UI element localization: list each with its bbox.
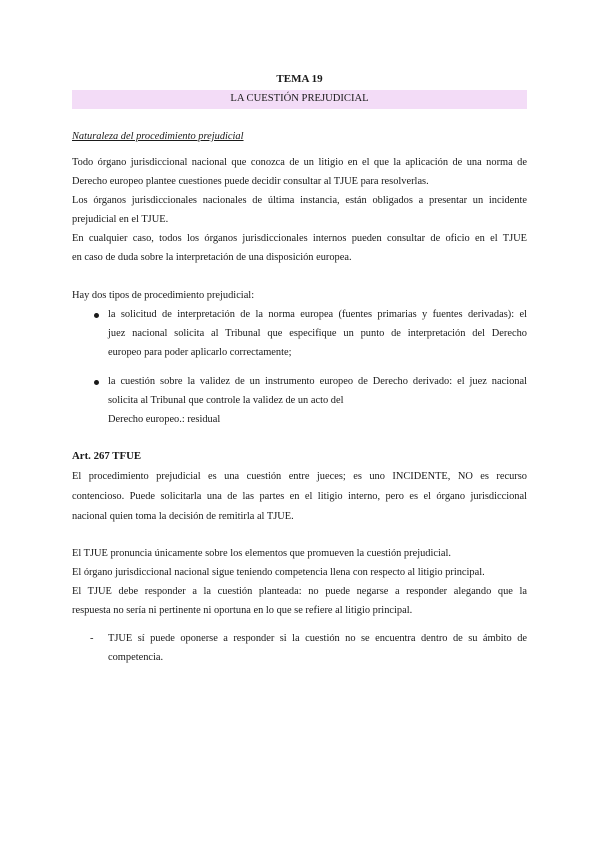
bullet-icon xyxy=(94,313,99,318)
paragraph-line: El órgano jurisdiccional nacional sigue teniendo competencia llena con respecto al litigio principal. xyxy=(72,567,485,578)
paragraph-line: prejudicial en el TJUE. xyxy=(72,214,169,225)
bullet-line: la solicitud de interpretación de la norma europea (fuentes primarias y fuentes derivadas): el xyxy=(108,309,527,320)
paragraph-line: en caso de duda sobre la interpretación de una disposición europea. xyxy=(72,252,352,263)
paragraph-line: El TJUE debe responder a la cuestión planteada: no puede negarse a responder alegando que la xyxy=(72,586,527,597)
bullet-line: solicita al Tribunal que controle la validez de un acto del xyxy=(108,395,344,406)
paragraph-line: nacional quien toma la decisión de remitirla al TJUE. xyxy=(72,511,294,522)
bullet-line: la cuestión sobre la validez de un instrumento europeo de Derecho derivado: el juez nacional xyxy=(108,376,527,387)
dash-item-line: competencia. xyxy=(108,652,164,663)
bullet-line: europeo para poder aplicarlo correctamente; xyxy=(108,347,292,358)
paragraph-line: Todo órgano jurisdiccional nacional que conozca de un litigio en el que la aplicación de una norma de xyxy=(72,157,527,168)
document-title: TEMA 19 xyxy=(276,73,323,85)
paragraph-line: En cualquier caso, todos los órganos jurisdiccionales internos pueden consultar de oficio en el TJUE xyxy=(72,233,527,244)
paragraph-line: Los órganos jurisdiccionales nacionales de última instancia, están obligados a presentar un incidente xyxy=(72,195,527,206)
bullet-line: Derecho europeo.: residual xyxy=(108,414,221,425)
section-heading-naturaleza: Naturaleza del procedimiento prejudicial xyxy=(72,131,244,142)
bullet-line: juez nacional solicita al Tribunal que especifique un punto de interpretación del Derecho xyxy=(108,328,527,339)
paragraph-line: Derecho europeo plantee cuestiones puede decidir consultar al TJUE para resolverlas. xyxy=(72,176,429,187)
types-intro: Hay dos tipos de procedimiento prejudicial: xyxy=(72,290,255,301)
paragraph-line: contencioso. Puede solicitarla una de las partes en el litigio interno, pero es el órgano jurisdiccional xyxy=(72,491,527,502)
document-subtitle: LA CUESTIÓN PREJUDICIAL xyxy=(230,93,369,104)
paragraph-line: El procedimiento prejudicial es una cuestión entre jueces; es uno INCIDENTE, NO es recurso xyxy=(72,471,527,482)
paragraph-line: respuesta no sería ni pertinente ni oportuna en lo que se refiere al litigio principal. xyxy=(72,605,413,616)
paragraph-line: El TJUE pronuncia únicamente sobre los elementos que promueven la cuestión prejudicial. xyxy=(72,548,451,559)
dash-icon: - xyxy=(90,633,94,644)
article-heading: Art. 267 TFUE xyxy=(72,450,142,462)
bullet-icon xyxy=(94,380,99,385)
dash-item-line: TJUE sí puede oponerse a responder si la cuestión no se encuentra dentro de su ámbito de xyxy=(108,633,527,644)
